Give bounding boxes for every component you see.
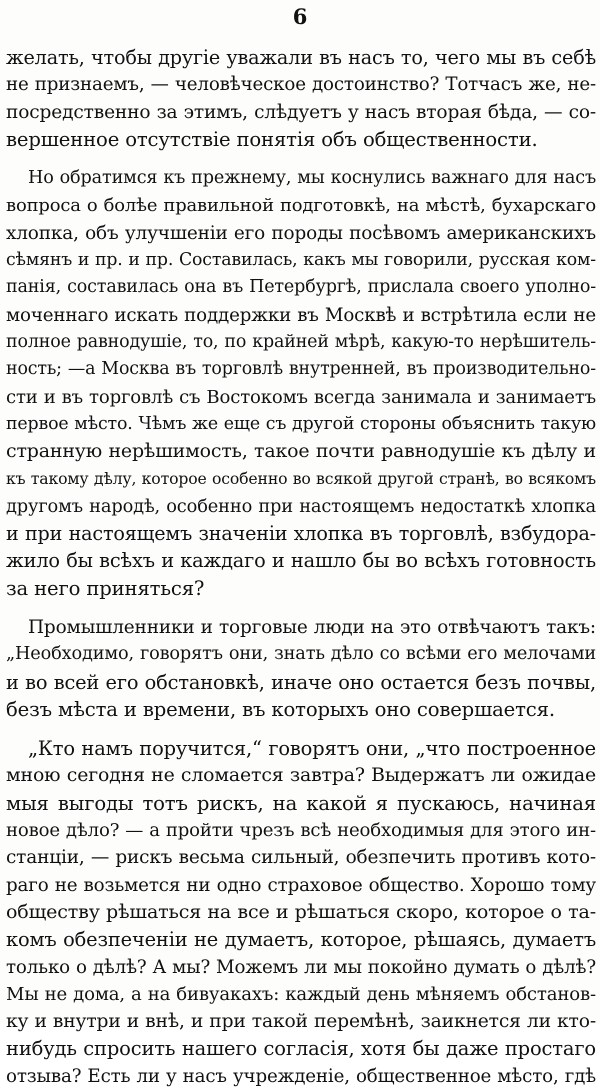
text-line: и при настоящемъ значеніи хлопка въ торговлѣ, взбудора- [6,522,596,546]
text-line: моченнаго искать поддержки въ Москвѣ и встрѣтила если не [6,304,596,326]
text-line: нибудь спросить нашего согласія, хотя бы даже простаго [6,1037,596,1061]
text-line: мною сегодня не сломается завтра? Выдержатъ ли ожидае [6,764,596,787]
text-line: первое мѣсто. Чѣмъ же еще съ другой стороны объяснить такую [6,413,596,434]
paragraph [6,735,596,1090]
text-line: не признаемъ, — человѣческое достоинство? Тотчасъ же, не- [6,74,596,96]
paragraph-gap [6,153,596,165]
page-number: 6 [292,4,308,29]
text-line: Но обратимся къ прежнему, мы коснулись важнаго для насъ [28,168,596,189]
text-line: за него приняться? [6,576,205,600]
text-line: Промышленники и торговые люди на это отвѣчаютъ такъ: [28,616,596,638]
paragraph [6,614,596,723]
text-line: сти и въ торговлѣ съ Востокомъ всегда занимала и занимаетъ [6,386,596,408]
text-line: желать, чтобы другіе уважали въ насъ то, чего мы въ себѣ [6,46,596,69]
text-line: полное равнодушіе, то, по крайней мѣрѣ, какую-то нерѣшитель- [6,331,596,352]
text-line: комъ обезпеченіи не думаетъ, которое, рѣшаясь, думаетъ [6,928,596,952]
text-line: ку и внутри и внѣ, и при такой перемѣнѣ, заикнется ли кто- [6,1011,596,1033]
paragraph [6,165,596,602]
paragraph-gap [6,723,596,735]
text-line: панія, составилась она въ Петербургѣ, прислала своего уполно- [6,277,596,298]
text-line: странную нерѣшимость, такое почти равнодушіе къ дѣлу и [6,440,596,463]
body-text [6,44,596,1090]
paragraph-gap [6,602,596,614]
text-line: обществу рѣшаться на все и рѣшаться скоро, которое о та- [6,900,596,923]
text-line: вершенное отсутствіе понятія объ общественности. [6,127,538,151]
text-line: Мы не дома, а на бивуакахъ: каждый день мѣняемъ обстанов- [6,983,596,1005]
text-line: станціи, — рискъ весьма сильный, обезпечить противъ кото- [6,847,596,869]
text-line: мыя выгоды тотъ рискъ, на какой я пускаюсь, начиная [6,791,596,815]
text-line: хлопка, объ улучшеніи его породы посѣвомъ американскихъ [6,222,596,244]
text-line: „Необходимо, говорятъ они, знать дѣло со всѣми его мелочами [6,644,596,665]
text-line: къ такому дѣлу, которое особенно во всякой другой странѣ, во всякомъ [6,469,596,489]
text-line: жило бы всѣхъ и каждаго и нашло бы во всѣхъ готовность [6,549,596,573]
text-line: другомъ народѣ, особенно при настоящемъ недостаткѣ хлопка [6,495,596,517]
text-line: только о дѣлѣ? А мы? Можемъ ли мы покойно думать о дѣлѣ? [6,956,596,978]
text-line: раго не возьмется ни одно страховое общество. Хорошо тому [6,874,596,896]
paragraph [6,44,596,153]
text-line: отзыва? Есть ли у насъ учрежденіе, общественное мѣсто, гдѣ [6,1065,596,1087]
text-line: „Кто намъ поручится,“ говорятъ они, „что построенное [28,737,596,761]
text-line: посредственно за этимъ, слѣдуетъ у насъ вторая бѣда, — со- [6,101,596,123]
text-line: безъ мѣста и времени, въ которыхъ оно совершается. [6,697,555,721]
text-line: ность; —а Москва въ торговлѣ внутренней, въ производительно- [6,359,596,380]
text-line: и во всей его обстановкѣ, иначе оно остается безъ почвы, [6,670,596,694]
text-line: сѣмянъ и пр. и пр. Составилась, какъ мы говорили, русская ком- [6,250,596,271]
text-line: вопроса о болѣе правильной подготовкѣ, на мѣстѣ, бухарскаго [6,195,596,217]
text-line: новое дѣло? — а пройти чрезъ всѣ необходимыя для этого ин- [6,820,596,842]
